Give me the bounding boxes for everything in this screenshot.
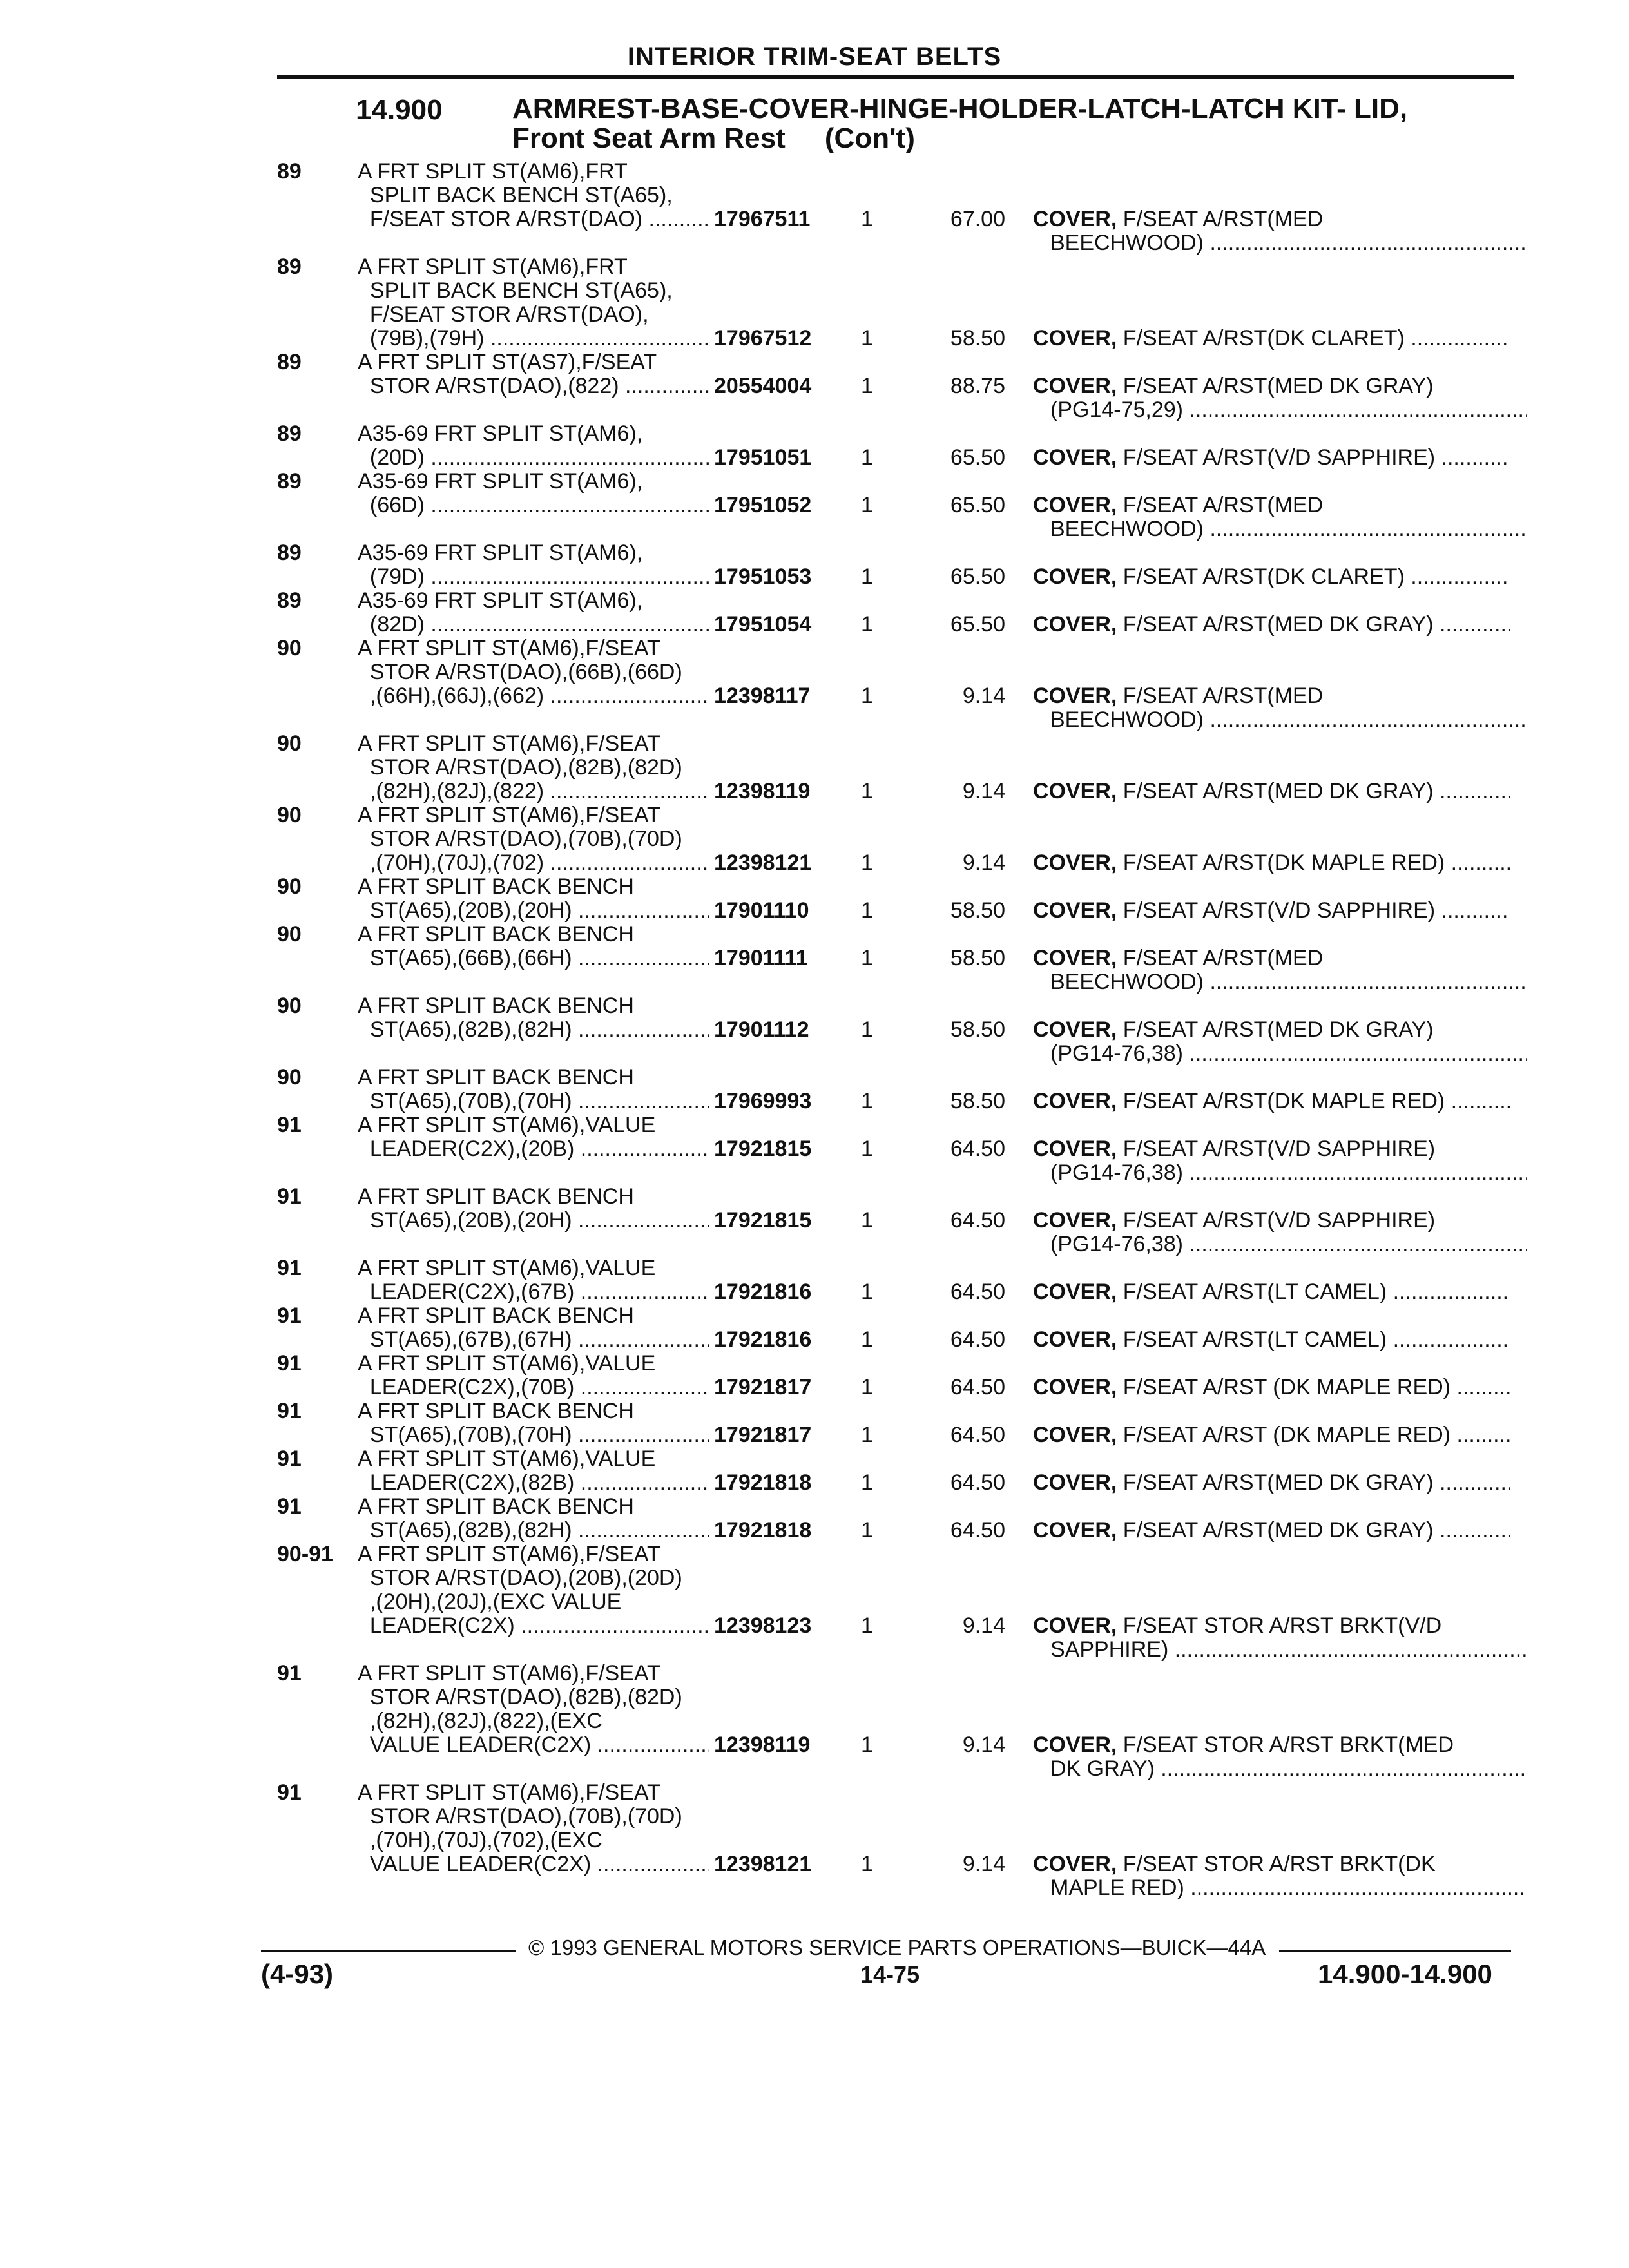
part-number: 17951052 [714,493,812,517]
part-row [0,637,1629,732]
part-name-line: COVER, F/SEAT A/RST(MED [1033,207,1324,231]
ref-number: 89 [277,469,302,494]
price: 58.50 [950,1017,1005,1042]
part-row [0,1185,1629,1256]
usage-line: A FRT SPLIT ST(AM6),VALUE [358,1446,656,1471]
usage-line: STOR A/RST(DAO),(82B),(82D) [358,755,682,780]
quantity: 1 [861,1017,873,1042]
quantity: 1 [861,1375,873,1399]
quantity: 1 [861,1518,873,1542]
part-number: 12398117 [714,684,811,708]
quantity: 1 [861,1280,873,1304]
part-row [0,422,1629,470]
part-row [0,1304,1629,1352]
usage-line: STOR A/RST(DAO),(66B),(66D) [358,660,682,684]
ref-number: 91 [277,1256,302,1280]
ref-number: 89 [277,588,302,613]
ref-number: 91 [277,1780,302,1805]
part-row [0,589,1629,637]
usage-line: ,(82H),(82J),(822),(EXC [358,1709,602,1733]
price: 64.50 [950,1327,1005,1352]
quantity: 1 [861,1327,873,1352]
section-title: INTERIOR TRIM-SEAT BELTS [627,43,1002,71]
part-number: 17901112 [714,1017,809,1042]
usage-line: LEADER(C2X),(82B) ..... [358,1471,709,1495]
price: 65.50 [950,564,1005,589]
price: 88.75 [950,374,1005,398]
part-name-line: MAPLE RED) ..... [1050,1876,1527,1900]
price: 64.50 [950,1137,1005,1161]
part-number: 17921815 [714,1137,812,1161]
part-number: 12398121 [714,1852,812,1876]
usage-line: A FRT SPLIT ST(AS7),F/SEAT [358,350,657,374]
usage-line: A FRT SPLIT ST(AM6),FRT [358,159,628,184]
group-title-line-1: ARMREST-BASE-COVER-HINGE-HOLDER-LATCH-LATCH KIT- LID, [512,93,1408,124]
usage-line: A FRT SPLIT BACK BENCH [358,1303,634,1328]
usage-line: F/SEAT STOR A/RST(DAO), [358,302,649,327]
quantity: 1 [861,493,873,517]
part-row [0,160,1629,255]
usage-line: A FRT SPLIT ST(AM6),F/SEAT [358,731,660,756]
quantity: 1 [861,207,873,231]
part-name-line: COVER, F/SEAT A/RST(V/D SAPPHIRE) [1033,1137,1436,1161]
quantity: 1 [861,445,873,470]
price: 64.50 [950,1280,1005,1304]
part-row [0,1256,1629,1304]
usage-line: A FRT SPLIT BACK BENCH [358,874,634,899]
usage-line: A FRT SPLIT ST(AM6),F/SEAT [358,803,660,827]
part-number: 12398121 [714,850,812,875]
part-name-line: COVER, F/SEAT A/RST (DK MAPLE RED) ..... [1033,1376,1510,1399]
quantity: 1 [861,612,873,637]
quantity: 1 [861,898,873,923]
usage-line: F/SEAT STOR A/RST(DAO) ..... [358,207,709,231]
part-name-line: COVER, F/SEAT A/RST(MED DK GRAY) ..... [1033,1519,1510,1542]
price: 65.50 [950,612,1005,637]
quantity: 1 [861,374,873,398]
usage-line: LEADER(C2X) ..... [358,1614,709,1638]
part-name-line: COVER, F/SEAT A/RST (DK MAPLE RED) ..... [1033,1423,1510,1447]
part-name-line: COVER, F/SEAT A/RST(DK CLARET) ..... [1033,327,1510,351]
part-row [0,1495,1629,1542]
ref-number: 91 [277,1494,302,1519]
usage-line: ST(A65),(82B),(82H) ..... [358,1519,709,1542]
quantity: 1 [861,1733,873,1757]
price: 64.50 [950,1375,1005,1399]
part-number: 17951054 [714,612,812,637]
ref-number: 90 [277,731,302,756]
usage-line: A FRT SPLIT BACK BENCH [358,1399,634,1423]
price: 58.50 [950,946,1005,970]
part-number: 17967511 [714,207,811,231]
part-name-line: BEECHWOOD) ..... [1050,231,1527,255]
part-name-line: COVER, F/SEAT A/RST(MED DK GRAY) ..... [1033,780,1510,803]
part-number: 17967512 [714,326,812,351]
ref-number: 89 [277,421,302,446]
part-name-line: DK GRAY) ..... [1050,1757,1527,1781]
quantity: 1 [861,946,873,970]
usage-line: A FRT SPLIT BACK BENCH [358,922,634,947]
part-number: 17969993 [714,1089,812,1113]
part-row [0,923,1629,994]
group-number: 14.900 [356,94,443,126]
part-number: 17921817 [714,1423,812,1447]
usage-line: STOR A/RST(DAO),(70B),(70D) [358,1804,682,1829]
part-number: 17921817 [714,1375,812,1399]
usage-line: ,(66H),(66J),(662) ..... [358,684,709,708]
revision-date: (4-93) [261,1959,334,1989]
quantity: 1 [861,1470,873,1495]
usage-line: ST(A65),(20B),(20H) ..... [358,899,709,923]
ref-number: 89 [277,159,302,184]
part-name-line: COVER, F/SEAT A/RST(MED DK GRAY) ..... [1033,613,1510,637]
quantity: 1 [861,684,873,708]
part-name-line: COVER, F/SEAT A/RST(LT CAMEL) ..... [1033,1328,1510,1352]
price: 58.50 [950,326,1005,351]
part-row [0,1113,1629,1185]
price: 9.14 [962,1613,1005,1638]
price: 9.14 [962,684,1005,708]
group-title [512,94,1407,153]
quantity: 1 [861,850,873,875]
quantity: 1 [861,1852,873,1876]
usage-line: ,(70H),(70J),(702) ..... [358,851,709,875]
usage-line: A FRT SPLIT BACK BENCH [358,994,634,1018]
group-title-line-2: Front Seat Arm Rest (Con't) [512,122,915,154]
ref-number: 90 [277,994,302,1018]
part-row [0,875,1629,923]
part-name-line: COVER, F/SEAT STOR A/RST BRKT(V/D [1033,1613,1442,1638]
usage-line: LEADER(C2X),(67B) ..... [358,1280,709,1304]
usage-line: A FRT SPLIT ST(AM6),FRT [358,255,628,279]
quantity: 1 [861,779,873,803]
part-name-line: BEECHWOOD) ..... [1050,708,1527,732]
header-rule [277,75,1514,79]
usage-line: A FRT SPLIT BACK BENCH [358,1184,634,1209]
usage-line: ST(A65),(67B),(67H) ..... [358,1328,709,1352]
part-row [0,541,1629,589]
part-row [0,1781,1629,1900]
part-name-line: BEECHWOOD) ..... [1050,517,1527,541]
usage-line: ST(A65),(66B),(66H) ..... [358,947,709,970]
part-number: 17951051 [714,445,812,470]
part-name-line: (PG14-76,38) ..... [1050,1161,1527,1185]
part-row [0,732,1629,803]
price: 67.00 [950,207,1005,231]
ref-number: 91 [277,1446,302,1471]
ref-number: 90 [277,1065,302,1090]
part-row [0,1066,1629,1113]
ref-number: 89 [277,350,302,374]
part-row [0,1352,1629,1399]
part-name-line: COVER, F/SEAT STOR A/RST BRKT(MED [1033,1733,1454,1757]
usage-line: STOR A/RST(DAO),(70B),(70D) [358,827,682,851]
usage-line: A35-69 FRT SPLIT ST(AM6), [358,541,643,565]
part-name-line: BEECHWOOD) ..... [1050,970,1527,994]
part-row [0,1662,1629,1781]
part-name-line: COVER, F/SEAT A/RST(V/D SAPPHIRE) ..... [1033,446,1510,470]
price: 64.50 [950,1208,1005,1233]
usage-line: (79B),(79H) ..... [358,327,709,351]
ref-number: 91 [277,1399,302,1423]
usage-line: (82D) ..... [358,613,709,637]
part-name-line: COVER, F/SEAT A/RST(MED [1033,684,1324,708]
price: 64.50 [950,1423,1005,1447]
usage-line: LEADER(C2X),(70B) ..... [358,1376,709,1399]
part-name-line: COVER, F/SEAT A/RST(V/D SAPPHIRE) ..... [1033,899,1510,923]
part-number: 17901110 [714,898,809,923]
usage-line: VALUE LEADER(C2X) ..... [358,1852,709,1876]
part-name-line: COVER, F/SEAT A/RST(MED DK GRAY) [1033,1017,1434,1042]
ref-number: 90 [277,922,302,947]
copyright-notice: © 1993 GENERAL MOTORS SERVICE PARTS OPERATIONS—BUICK—44A [528,1936,1266,1959]
usage-line: A FRT SPLIT ST(AM6),F/SEAT [358,1661,660,1686]
quantity: 1 [861,326,873,351]
usage-line: STOR A/RST(DAO),(822) ..... [358,374,709,398]
usage-line: SPLIT BACK BENCH ST(A65), [358,278,673,303]
part-number: 17921818 [714,1470,812,1495]
ref-number: 89 [277,255,302,279]
usage-line: A35-69 FRT SPLIT ST(AM6), [358,469,643,494]
ref-number: 90 [277,874,302,899]
part-name-line: (PG14-75,29) ..... [1050,398,1527,422]
usage-line: A FRT SPLIT ST(AM6),F/SEAT [358,1542,660,1566]
ref-number: 91 [277,1303,302,1328]
part-name-line: COVER, F/SEAT A/RST(DK CLARET) ..... [1033,565,1510,589]
part-number: 12398119 [714,779,811,803]
usage-line: ,(20H),(20J),(EXC VALUE [358,1590,622,1614]
part-name-line: COVER, F/SEAT A/RST(V/D SAPPHIRE) [1033,1208,1436,1233]
part-number: 17921816 [714,1280,812,1304]
usage-line: ST(A65),(70B),(70H) ..... [358,1423,709,1447]
part-number: 17921818 [714,1518,812,1542]
price: 65.50 [950,445,1005,470]
usage-line: ST(A65),(20B),(20H) ..... [358,1209,709,1233]
usage-line: ,(82H),(82J),(822) ..... [358,780,709,803]
parts-list [0,160,1629,1900]
part-row [0,470,1629,541]
part-row [0,1447,1629,1495]
part-number: 17921815 [714,1208,812,1233]
part-row [0,351,1629,422]
usage-line: ST(A65),(70B),(70H) ..... [358,1090,709,1113]
usage-line: A FRT SPLIT ST(AM6),F/SEAT [358,1780,660,1805]
usage-line: ,(70H),(70J),(702),(EXC [358,1828,602,1852]
quantity: 1 [861,564,873,589]
usage-line: A FRT SPLIT BACK BENCH [358,1065,634,1090]
quantity: 1 [861,1613,873,1638]
part-name-line: COVER, F/SEAT A/RST(DK MAPLE RED) ..... [1033,851,1510,875]
usage-line: A FRT SPLIT ST(AM6),VALUE [358,1256,656,1280]
price: 64.50 [950,1470,1005,1495]
part-name-line: (PG14-76,38) ..... [1050,1042,1527,1066]
part-number: 12398119 [714,1733,811,1757]
part-number: 12398123 [714,1613,812,1638]
part-name-line: (PG14-76,38) ..... [1050,1233,1527,1256]
ref-number: 90 [277,636,302,660]
page-number: 14-75 [860,1961,920,1988]
part-row [0,255,1629,351]
part-number: 17901111 [714,946,808,970]
price: 64.50 [950,1518,1005,1542]
ref-number: 91 [277,1113,302,1137]
usage-line: VALUE LEADER(C2X) ..... [358,1733,709,1757]
price: 58.50 [950,898,1005,923]
part-name-line: COVER, F/SEAT A/RST(LT CAMEL) ..... [1033,1280,1510,1304]
price: 9.14 [962,779,1005,803]
price: 58.50 [950,1089,1005,1113]
usage-line: A FRT SPLIT ST(AM6),F/SEAT [358,636,660,660]
part-name-line: COVER, F/SEAT A/RST(MED DK GRAY) [1033,374,1434,398]
price: 9.14 [962,1852,1005,1876]
part-name-line: COVER, F/SEAT A/RST(MED [1033,946,1324,970]
price: 65.50 [950,493,1005,517]
quantity: 1 [861,1137,873,1161]
part-row [0,994,1629,1066]
footer-rule-right [1279,1950,1511,1952]
ref-number: 89 [277,541,302,565]
quantity: 1 [861,1089,873,1113]
part-name-line: COVER, F/SEAT STOR A/RST BRKT(DK [1033,1852,1436,1876]
part-name-line: COVER, F/SEAT A/RST(DK MAPLE RED) ..... [1033,1090,1510,1113]
usage-line: LEADER(C2X),(20B) ..... [358,1137,709,1161]
usage-line: A FRT SPLIT BACK BENCH [358,1494,634,1519]
part-name-line: SAPPHIRE) ..... [1050,1638,1527,1662]
price: 9.14 [962,1733,1005,1757]
part-row [0,803,1629,875]
ref-number: 91 [277,1661,302,1686]
usage-line: STOR A/RST(DAO),(20B),(20D) [358,1566,682,1590]
price: 9.14 [962,850,1005,875]
usage-line: A FRT SPLIT ST(AM6),VALUE [358,1351,656,1376]
usage-line: A35-69 FRT SPLIT ST(AM6), [358,588,643,613]
usage-line: (79D) ..... [358,565,709,589]
part-row [0,1542,1629,1662]
quantity: 1 [861,1208,873,1233]
usage-line: (66D) ..... [358,494,709,517]
usage-line: SPLIT BACK BENCH ST(A65), [358,183,673,207]
ref-number: 90-91 [277,1542,333,1566]
page-range: 14.900-14.900 [1318,1959,1492,1989]
usage-line: STOR A/RST(DAO),(82B),(82D) [358,1685,682,1709]
part-number: 17921816 [714,1327,812,1352]
part-name-line: COVER, F/SEAT A/RST(MED DK GRAY) ..... [1033,1471,1510,1495]
part-row [0,1399,1629,1447]
ref-number: 90 [277,803,302,827]
part-number: 20554004 [714,374,812,398]
part-name-line: COVER, F/SEAT A/RST(MED [1033,493,1324,517]
part-number: 17951053 [714,564,812,589]
usage-line: (20D) ..... [358,446,709,470]
usage-line: A FRT SPLIT ST(AM6),VALUE [358,1113,656,1137]
ref-number: 91 [277,1184,302,1209]
quantity: 1 [861,1423,873,1447]
footer-rule-left [261,1950,516,1952]
usage-line: ST(A65),(82B),(82H) ..... [358,1018,709,1042]
ref-number: 91 [277,1351,302,1376]
usage-line: A35-69 FRT SPLIT ST(AM6), [358,421,643,446]
